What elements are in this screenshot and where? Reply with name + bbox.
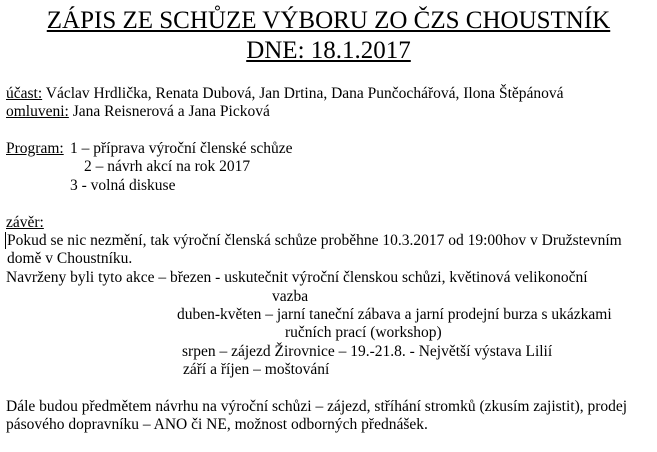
paragraph-line: Dále budou předmětem návrhu na výroční schůzi – zájezd, stříhání stromků (zkusím zajistit), prodej: [6, 398, 628, 415]
actions-line: ručních prací (workshop): [285, 324, 442, 341]
program-item: 3 - volná diskuse: [70, 177, 176, 194]
attendance-present: [6, 85, 564, 103]
attendance-excused: [6, 103, 270, 121]
document-date: DNE: 18.1.2017: [246, 37, 411, 64]
paragraph-line: pásového dopravníku – ANO či NE, možnost odborných přednášek.: [6, 416, 428, 433]
excused-names: Jana Reisnerová a Jana Picková: [68, 103, 270, 120]
paragraph-line: domě v Choustníku.: [7, 250, 133, 267]
program-item: 2 – návrh akcí na rok 2017: [84, 158, 251, 175]
actions-line: vazba: [272, 288, 309, 305]
present-names: Václav Hrdlička, Renata Dubová, Jan Drtina, Dana Punčochářová, Ilona Štěpánová: [42, 85, 564, 102]
actions-line: září a říjen – moštování: [183, 361, 330, 378]
program-item: 1 – příprava výroční členské schůze: [70, 140, 293, 157]
excused-label: omluveni:: [6, 103, 69, 120]
conclusion-label: závěr:: [6, 214, 44, 231]
document-title: ZÁPIS ZE SCHŮZE VÝBORU ZO ČZS CHOUSTNÍK: [46, 7, 611, 34]
program-label: Program:: [6, 140, 64, 157]
actions-line: Navrženy byli tyto akce – březen - uskutečnit výroční členskou schůzi, květinová velikonoční: [6, 269, 588, 286]
actions-line: srpen – zájezd Žirovnice – 19.-21.8. - Největší výstava Lilií: [182, 343, 553, 360]
text-cursor: [5, 232, 6, 249]
paragraph-line: Pokud se nic nezmění, tak výroční členská schůze proběhne 10.3.2017 od 19:00hov v Družstevním: [7, 232, 622, 249]
actions-line: duben-květen – jarní taneční zábava a jarní prodejní burza s ukázkami: [177, 306, 612, 323]
present-label: účast:: [6, 85, 43, 102]
